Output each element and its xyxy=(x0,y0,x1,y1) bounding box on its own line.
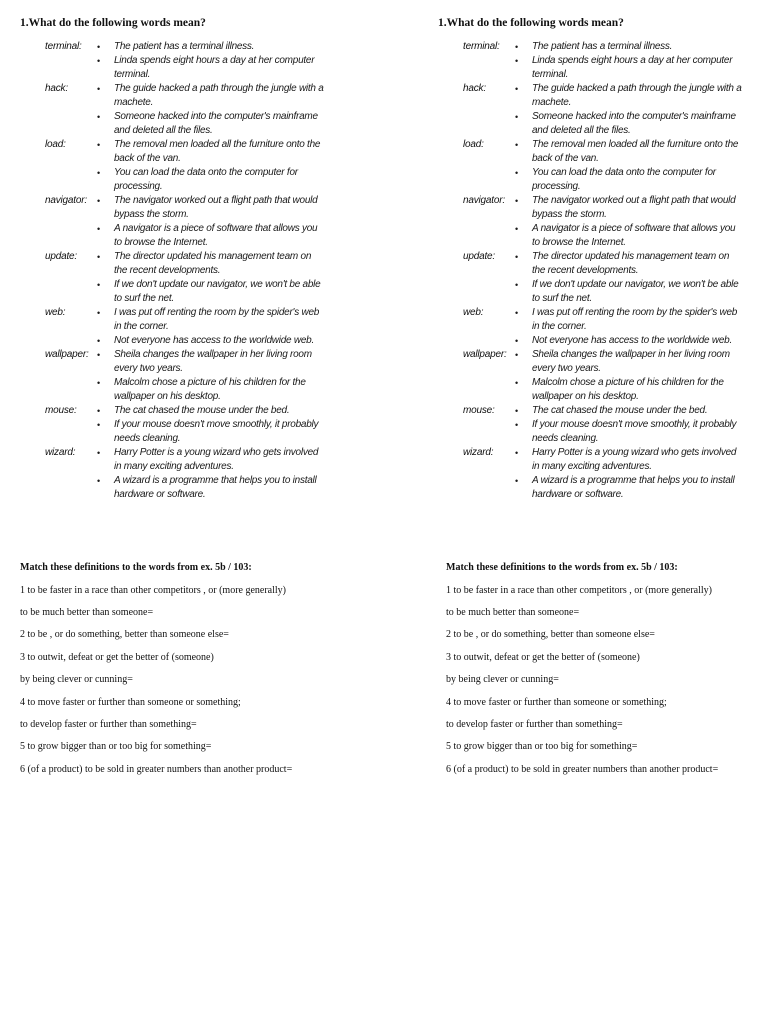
vocab-word: wallpaper: xyxy=(45,349,89,360)
bullet-icon: • xyxy=(97,406,100,416)
bullet-icon: • xyxy=(515,308,518,318)
vocab-word: hack: xyxy=(463,83,486,94)
definition-line: 5 to grow bigger than or too big for something= xyxy=(20,741,212,752)
definition-line: to be much better than someone= xyxy=(446,607,580,618)
example-text: The patient has a terminal illness. xyxy=(114,41,255,52)
vocab-word: wizard: xyxy=(463,447,494,458)
example-text: I was put off renting the room by the spider's web in the corner. xyxy=(532,307,738,332)
bullet-icon: • xyxy=(97,140,100,150)
bullet-icon: • xyxy=(515,476,518,486)
example-sentence xyxy=(20,222,340,250)
example-sentence xyxy=(20,110,340,138)
bullet-icon: • xyxy=(515,350,518,360)
vocab-entry xyxy=(438,446,758,502)
example-sentence xyxy=(438,40,758,54)
vocab-entry xyxy=(438,404,758,446)
example-text: The cat chased the mouse under the bed. xyxy=(532,405,708,416)
bullet-icon: • xyxy=(97,336,100,346)
example-sentence xyxy=(438,166,758,194)
bullet-icon: • xyxy=(97,420,100,430)
example-text: Not everyone has access to the worldwide web. xyxy=(114,335,314,346)
exercise-heading: 1.What do the following words mean? xyxy=(438,17,624,29)
example-text: I was put off renting the room by the spider's web in the corner. xyxy=(114,307,320,332)
vocab-word: web: xyxy=(463,307,484,318)
example-text: A navigator is a piece of software that allows you to browse the Internet. xyxy=(114,223,318,248)
example-text: Malcolm chose a picture of his children for the wallpaper on his desktop. xyxy=(114,377,306,402)
definition-line: 3 to outwit, defeat or get the better of (someone) xyxy=(446,652,640,663)
example-text: Harry Potter is a young wizard who gets involved in many exciting adventures. xyxy=(532,447,737,472)
example-sentence xyxy=(438,82,758,110)
definition-line: 4 to move faster or further than someone or something; xyxy=(20,697,241,708)
example-sentence xyxy=(438,334,758,348)
example-sentence xyxy=(438,306,758,334)
example-sentence xyxy=(438,250,758,278)
bullet-icon: • xyxy=(515,406,518,416)
example-sentence xyxy=(438,54,758,82)
vocab-entry xyxy=(20,404,340,446)
definition-line: 2 to be , or do something, better than someone else= xyxy=(20,629,229,640)
vocab-entry xyxy=(438,40,758,82)
example-text: The guide hacked a path through the jungle with a machete. xyxy=(532,83,742,108)
vocab-word: update: xyxy=(45,251,77,262)
vocab-entry xyxy=(20,446,340,502)
definition-line: to develop faster or further than something= xyxy=(20,719,197,730)
vocab-entry xyxy=(438,250,758,306)
bullet-icon: • xyxy=(97,84,100,94)
example-text: Harry Potter is a young wizard who gets involved in many exciting adventures. xyxy=(114,447,319,472)
example-text: The guide hacked a path through the jungle with a machete. xyxy=(114,83,324,108)
vocab-word: web: xyxy=(45,307,66,318)
example-sentence xyxy=(20,334,340,348)
vocab-word: navigator: xyxy=(45,195,87,206)
bullet-icon: • xyxy=(515,378,518,388)
vocabulary-list xyxy=(438,40,758,502)
example-sentence xyxy=(20,138,340,166)
vocab-entry xyxy=(20,348,340,404)
vocab-entry xyxy=(438,348,758,404)
bullet-icon: • xyxy=(515,280,518,290)
example-text: A navigator is a piece of software that allows you to browse the Internet. xyxy=(532,223,736,248)
example-text: Sheila changes the wallpaper in her living room every two years. xyxy=(532,349,730,374)
example-text: The navigator worked out a flight path that would bypass the storm. xyxy=(114,195,318,220)
vocab-entry xyxy=(20,82,340,138)
vocab-entry xyxy=(438,306,758,348)
example-text: Linda spends eight hours a day at her computer terminal. xyxy=(114,55,315,80)
bullet-icon: • xyxy=(97,42,100,52)
definition-line: 6 (of a product) to be sold in greater numbers than another product= xyxy=(446,764,719,775)
definition-line: 4 to move faster or further than someone or something; xyxy=(446,697,667,708)
example-sentence xyxy=(438,110,758,138)
bullet-icon: • xyxy=(97,476,100,486)
vocab-word: navigator: xyxy=(463,195,505,206)
exercise-heading: 1.What do the following words mean? xyxy=(20,17,206,29)
bullet-icon: • xyxy=(97,196,100,206)
vocab-entry xyxy=(20,138,340,194)
example-text: Someone hacked into the computer's mainframe and deleted all the files. xyxy=(532,111,736,136)
example-sentence xyxy=(20,166,340,194)
example-text: The cat chased the mouse under the bed. xyxy=(114,405,290,416)
definition-line: by being clever or cunning= xyxy=(20,674,133,685)
vocab-entry xyxy=(20,250,340,306)
vocab-word: terminal: xyxy=(45,41,82,52)
example-sentence xyxy=(438,348,758,376)
example-sentence xyxy=(438,194,758,222)
bullet-icon: • xyxy=(97,112,100,122)
bullet-icon: • xyxy=(515,196,518,206)
example-text: The removal men loaded all the furniture onto the back of the van. xyxy=(114,139,321,164)
example-sentence xyxy=(20,404,340,418)
definition-line: 6 (of a product) to be sold in greater numbers than another product= xyxy=(20,764,293,775)
bullet-icon: • xyxy=(515,252,518,262)
vocab-entry xyxy=(438,82,758,138)
example-sentence xyxy=(438,222,758,250)
bullet-icon: • xyxy=(515,112,518,122)
definition-line: 5 to grow bigger than or too big for something= xyxy=(446,741,638,752)
definition-line: by being clever or cunning= xyxy=(446,674,559,685)
definition-line: 1 to be faster in a race than other competitors , or (more generally) xyxy=(20,585,287,596)
example-text: If we don't update our navigator, we won't be able to surf the net. xyxy=(114,279,321,304)
bullet-icon: • xyxy=(97,224,100,234)
example-sentence xyxy=(20,446,340,474)
example-text: Not everyone has access to the worldwide web. xyxy=(532,335,732,346)
vocab-entry xyxy=(438,138,758,194)
vocab-word: mouse: xyxy=(45,405,77,416)
bullet-icon: • xyxy=(97,350,100,360)
definition-line: 3 to outwit, defeat or get the better of (someone) xyxy=(20,652,214,663)
example-sentence xyxy=(438,138,758,166)
bullet-icon: • xyxy=(515,168,518,178)
vocab-word: mouse: xyxy=(463,405,495,416)
definition-line: 2 to be , or do something, better than someone else= xyxy=(446,629,655,640)
bullet-icon: • xyxy=(97,378,100,388)
example-sentence xyxy=(438,418,758,446)
vocab-word: hack: xyxy=(45,83,68,94)
bullet-icon: • xyxy=(97,280,100,290)
bullet-icon: • xyxy=(515,336,518,346)
example-text: You can load the data onto the computer for processing. xyxy=(532,167,716,192)
example-text: If your mouse doesn't move smoothly, it probably needs cleaning. xyxy=(532,419,737,444)
vocab-word: wizard: xyxy=(45,447,76,458)
bullet-icon: • xyxy=(515,84,518,94)
example-sentence xyxy=(20,418,340,446)
example-sentence xyxy=(20,250,340,278)
vocab-entry xyxy=(20,40,340,82)
example-sentence xyxy=(20,306,340,334)
bullet-icon: • xyxy=(515,56,518,66)
vocab-word: update: xyxy=(463,251,495,262)
example-sentence xyxy=(20,194,340,222)
example-sentence xyxy=(20,278,340,306)
bullet-icon: • xyxy=(515,224,518,234)
bullet-icon: • xyxy=(97,56,100,66)
match-title: Match these definitions to the words from ex. 5b / 103: xyxy=(20,562,252,573)
example-text: You can load the data onto the computer for processing. xyxy=(114,167,298,192)
example-sentence xyxy=(438,446,758,474)
example-text: Linda spends eight hours a day at her computer terminal. xyxy=(532,55,733,80)
example-sentence xyxy=(20,348,340,376)
example-text: A wizard is a programme that helps you to install hardware or software. xyxy=(114,475,317,500)
example-text: The patient has a terminal illness. xyxy=(532,41,673,52)
example-text: Someone hacked into the computer's mainframe and deleted all the files. xyxy=(114,111,318,136)
example-sentence xyxy=(20,376,340,404)
bullet-icon: • xyxy=(515,420,518,430)
example-text: The removal men loaded all the furniture onto the back of the van. xyxy=(532,139,739,164)
vocab-word: load: xyxy=(463,139,484,150)
example-text: If we don't update our navigator, we won't be able to surf the net. xyxy=(532,279,739,304)
example-sentence xyxy=(438,376,758,404)
bullet-icon: • xyxy=(515,448,518,458)
vocab-entry xyxy=(20,194,340,250)
example-text: The director updated his management team on the recent developments. xyxy=(114,251,312,276)
example-text: The navigator worked out a flight path that would bypass the storm. xyxy=(532,195,736,220)
bullet-icon: • xyxy=(97,252,100,262)
example-sentence xyxy=(20,40,340,54)
bullet-icon: • xyxy=(97,448,100,458)
vocab-entry xyxy=(438,194,758,250)
example-sentence xyxy=(20,82,340,110)
bullet-icon: • xyxy=(515,42,518,52)
example-text: A wizard is a programme that helps you to install hardware or software. xyxy=(532,475,735,500)
example-sentence xyxy=(20,54,340,82)
vocab-word: load: xyxy=(45,139,66,150)
bullet-icon: • xyxy=(515,140,518,150)
example-sentence xyxy=(438,404,758,418)
example-sentence xyxy=(20,474,340,502)
example-sentence xyxy=(438,278,758,306)
match-title: Match these definitions to the words from ex. 5b / 103: xyxy=(446,562,678,573)
example-text: Sheila changes the wallpaper in her living room every two years. xyxy=(114,349,312,374)
vocab-word: terminal: xyxy=(463,41,500,52)
definition-line: to be much better than someone= xyxy=(20,607,154,618)
example-text: The director updated his management team on the recent developments. xyxy=(532,251,730,276)
vocabulary-list xyxy=(20,40,340,502)
definition-line: 1 to be faster in a race than other competitors , or (more generally) xyxy=(446,585,713,596)
example-sentence xyxy=(438,474,758,502)
bullet-icon: • xyxy=(97,308,100,318)
example-text: Malcolm chose a picture of his children for the wallpaper on his desktop. xyxy=(532,377,724,402)
vocab-entry xyxy=(20,306,340,348)
definition-line: to develop faster or further than something= xyxy=(446,719,623,730)
bullet-icon: • xyxy=(97,168,100,178)
example-text: If your mouse doesn't move smoothly, it probably needs cleaning. xyxy=(114,419,319,444)
vocab-word: wallpaper: xyxy=(463,349,507,360)
